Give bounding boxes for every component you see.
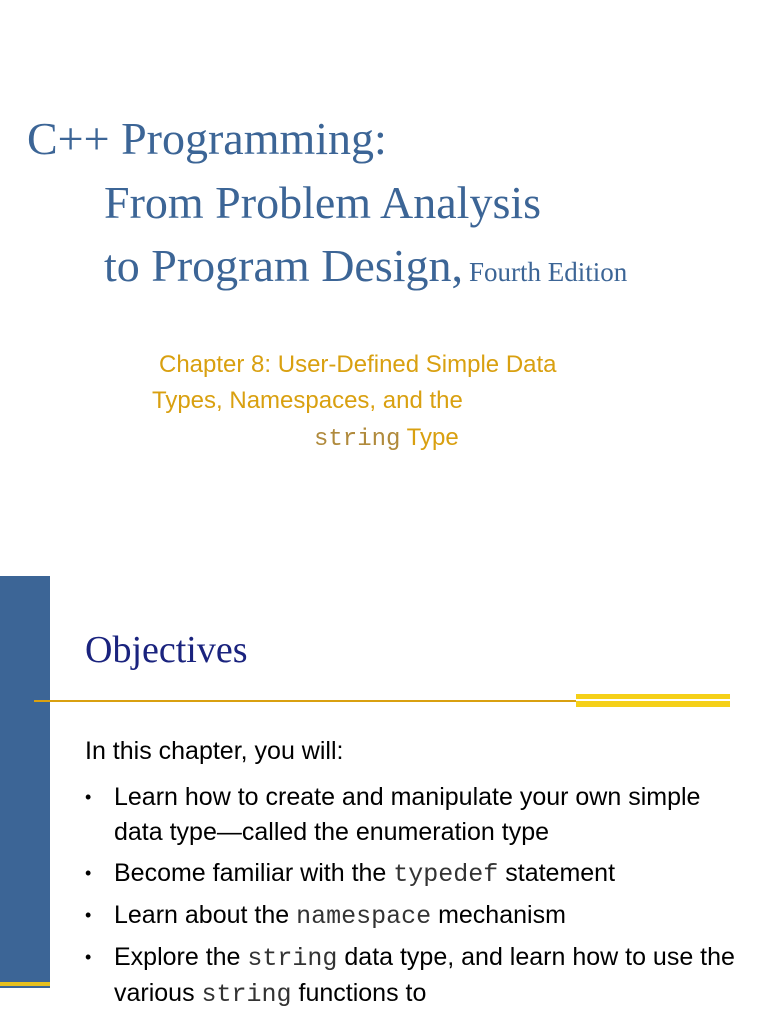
chapter-title-line-1: Chapter 8: User-Defined Simple Data [159,351,557,378]
chapter-title-tail: Type [406,424,459,451]
book-title-line-3 [104,240,628,291]
chapter-title-line-3 [314,426,459,452]
title-divider-accent [576,694,730,707]
list-item [85,940,735,1012]
edition-label: Fourth Edition [469,257,628,287]
sidebar-accent-stripe [0,982,50,986]
list-item-text-post: statement [498,859,616,887]
slide-title: Objectives [85,629,248,671]
book-title-line-1: C++ Programming: [27,113,387,164]
bullet-icon: • [85,947,92,967]
chapter-code-keyword: string [314,426,401,453]
chapter-title-line-2: Types, Namespaces, and the [152,387,463,414]
list-item-text: Learn how to create and manipulate your own simple data type—called the enumeration type [114,783,701,846]
bullet-icon: • [85,787,92,807]
list-item [85,856,735,892]
objectives-list [85,780,735,1018]
intro-text: In this chapter, you will: [85,737,344,765]
objectives-slide [0,576,768,1024]
list-item-text-pre: Learn about the [114,901,297,929]
bullet-icon: • [85,905,92,925]
list-item-text-post: functions to [291,979,427,1007]
title-divider [34,700,594,702]
list-item-text-post: data type, and learn how to use the various [114,943,735,1007]
bullet-icon: • [85,863,92,883]
book-title-line-3-text: to Program Design, [104,240,464,291]
list-item [85,780,735,850]
code-keyword: string [247,944,338,973]
code-keyword: typedef [393,860,499,889]
code-keyword: namespace [296,902,432,931]
list-item [85,898,735,934]
code-keyword: string [201,980,292,1009]
list-item-text-post: mechanism [431,901,566,929]
list-item-text-pre: Explore the [114,943,248,971]
sidebar-bar [0,576,50,988]
book-title-line-2: From Problem Analysis [104,177,542,228]
list-item-text-pre: Become familiar with the [114,859,394,887]
